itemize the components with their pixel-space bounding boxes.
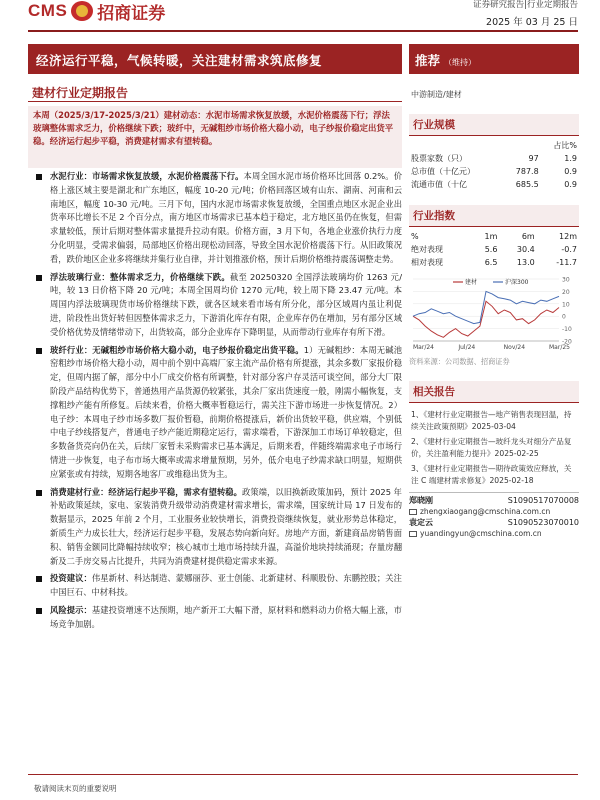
section-lead: 浮法玻璃行业：整体需求乏力，价格继续下跌。 bbox=[50, 271, 230, 282]
table-row bbox=[409, 165, 579, 178]
section-cement bbox=[28, 170, 402, 267]
author-name: 郑晓刚 bbox=[409, 496, 433, 505]
author-email[interactable]: yuandingyun@cmschina.com.cn bbox=[420, 529, 542, 538]
row-value: 97 bbox=[528, 154, 539, 163]
col-header: % bbox=[411, 232, 419, 241]
section-lead: 玻纤行业：无碱粗纱市场价格大稳小动，电子纱报价稳定出货平稳。 bbox=[50, 344, 304, 355]
related-list bbox=[409, 409, 579, 486]
row-value: 685.5 bbox=[515, 180, 539, 189]
y-tick-label: 30 bbox=[562, 276, 570, 284]
row-label: 绝对表现 bbox=[411, 245, 443, 254]
industry-label: 中游制造/建材 bbox=[411, 90, 462, 99]
table-row bbox=[409, 178, 579, 191]
report-date: 2025 年 03 月 25 日 bbox=[486, 17, 578, 28]
company-logo bbox=[28, 0, 165, 22]
x-tick-label: Nov/24 bbox=[503, 344, 526, 351]
bullet-icon bbox=[36, 174, 42, 180]
section-text: 1）无碱粗纱：本周无碱池窑粗纱市场价格大稳小动，周中前个别中高端厂家主流产品价格有所提涨，其余多数厂家报价稳定，但周内据了解，部分中小厂成交价格有所调整，针对部分客户存灵活可谈空间，部分大厂限阶段产品结构优势下，普通热用产品货源仍较紧张，其余厂家出货速度一般，刚需小幅恢复，支撑粗纱产能有所修复。后续来看，价格大概率暂稳运行，需关注下游市场进一步恢复情况。2）电子纱：本周电子纱市场多数厂报价暂稳，前期价格提涨后，新价出货较平稳，供应端，个别低中电子纱线搭复产，普通电子纱产能近期稳定运行，需求端看，下游深加工市场订单较稳定，但多数备货亮向仍在关，后续厂家暂未采购需求已基本满足，后期来看，伴随终端需求电子市场行情进一步恢复，电子布市场大概率或需求增量预期，另外，低介电电子纱需求缺口明显，短期供应紧张或有持续，短期各地客厂或维稳出货为主。 bbox=[50, 344, 403, 479]
section-lead: 消费建材行业：经济运行起步平稳，需求有望转稳。 bbox=[50, 486, 242, 497]
index-heading: 行业指数 bbox=[409, 205, 579, 227]
row-label: 股票家数（只） bbox=[411, 154, 467, 163]
bullet-icon bbox=[36, 490, 42, 496]
section-glass bbox=[28, 271, 402, 340]
share-header: 占比% bbox=[553, 141, 577, 150]
rating-sub: （维持） bbox=[444, 58, 477, 67]
x-tick-label: Mar/25 bbox=[549, 344, 570, 351]
section-lead: 风险提示： bbox=[50, 604, 92, 615]
footer-divider bbox=[28, 774, 578, 775]
section-text: 截至 20250320 全国浮法玻璃均价 1263 元/吨，较 13 日价格下降 20 元/吨；本周全国周均价 1270 元/吨，较上周下降 23.47 元/吨。本周国内浮法玻璃现货市场价格继续下跌，就各区域来看市场有所分化，部分区域周内虽让利促进，阶段性出货好转但因整体需求乏力，下游消化库存有限，企业库存仍在增加，另有部分区域受价格优势及情绪带动下，出货较高，部分企业库存下降明显，从而带动行业库存有所下滑。 bbox=[50, 271, 402, 337]
subtitle-divider bbox=[28, 101, 402, 102]
legend-label: 沪深300 bbox=[505, 279, 529, 286]
section-text: 伟星新材、科达制造、蒙娜丽莎、亚士创能、北新建材、科顺股份、东鹏控股；关注中国巨石、中材科技。 bbox=[50, 573, 402, 598]
summary-box: 本周（2025/3/17-2025/3/21）建材动态：水泥市场需求恢复放缓，水泥价格震荡下行；浮法玻璃整体需求乏力，价格继续下跌；玻纤中，无碱粗纱市场价格大稳小动，电子纱报价稳定出货平稳。经济运行起步平稳，消费建材需求有望转稳。 bbox=[28, 106, 402, 168]
mail-icon bbox=[409, 531, 417, 537]
author-id: S1090517070008 bbox=[507, 496, 579, 505]
series-line-csi300 bbox=[413, 291, 559, 323]
index-table bbox=[409, 230, 579, 269]
section-text: 政策端，以旧换新政策加码，预计 2025 年补贴政策延续，家电、家装消费升级带动消费建材需求增长，需求端，国家统计局 17 日发布的数据显示，2025 年前 2 个月，工业服务业较快增长，消费投资继续恢复，就业形势总体稳定，新质生产力成长壮大，经济运行起步平稳，发展态势向新向好。房地产方面，新建商品房销售面积、销售金额同比降幅持续收窄；核心城市土地市场持续升温，高溢价地块持续涌现；存量房翻新及二手房交易占比提升，共同为消费建材提供稳定需求来源。 bbox=[50, 486, 402, 566]
section-risk bbox=[28, 604, 402, 632]
table-row bbox=[409, 243, 579, 256]
section-investment-advice bbox=[28, 572, 402, 600]
cell: -11.7 bbox=[556, 258, 577, 267]
bullet-icon bbox=[36, 576, 42, 582]
legend-label: 建材 bbox=[465, 279, 478, 286]
logo-text-cn: 招商证券 bbox=[97, 3, 166, 24]
section-lead: 投资建议： bbox=[50, 573, 92, 584]
related-report[interactable]: 1、《建材行业定期报告—地产销售表现回温，持续关注政策预期》2025-03-04 bbox=[411, 410, 572, 431]
table-row bbox=[409, 256, 579, 269]
cell: 6.5 bbox=[484, 258, 498, 267]
section-text: 本周全国水泥市场价格环比回落 0.2%。价格上涨区域主要是湖北和广东地区，幅度 10-20 元/吨；价格回落区域有山东、湖南、河南和云南地区，幅度 10-30 元/吨。三月下旬，国内水泥市场需求恢复放缓，全国重点地区水泥企业出货率环比增长不足 2 个百分点，南方地区市场需求已基本趋于稳定，北方地区虽仍在恢复，但需求量较低，预计后期对整体需求量提升拉动有限。价格方面，3 月下旬，各地企业涨价执行力度分化明显，受需求偏弱，局部地区价格出现松动回落，导致全国水泥价格震荡下行。从旧政策况看，跌价地区企业多将继续并集行业自律，并计划推涨价格，预计后期价格维持震荡调整走势。 bbox=[50, 171, 402, 264]
col-header: 6m bbox=[521, 232, 535, 241]
author-row bbox=[409, 495, 579, 506]
series-line-building-materials bbox=[413, 301, 559, 337]
index-chart bbox=[409, 273, 579, 355]
cell: 30.4 bbox=[516, 245, 535, 254]
author-email-row bbox=[409, 528, 579, 539]
x-tick-label: Mar/24 bbox=[413, 344, 434, 351]
author-id: S1090523070010 bbox=[507, 518, 579, 527]
scale-table bbox=[409, 139, 579, 191]
section-text: 基建投资增速不达预期，地产新开工大幅下滑，原材料和燃料动力价格大幅上涨，市场竞争加剧。 bbox=[50, 604, 402, 629]
main-body bbox=[28, 170, 402, 632]
bullet-icon bbox=[36, 348, 42, 354]
related-heading: 相关报告 bbox=[409, 381, 579, 403]
logo-mark-icon bbox=[71, 1, 93, 21]
scale-heading: 行业规模 bbox=[409, 114, 579, 136]
cell: 5.6 bbox=[484, 245, 498, 254]
col-header: 12m bbox=[559, 232, 577, 241]
index-chart-svg bbox=[409, 273, 579, 355]
report-series: 证券研究报告|行业定期报告 bbox=[473, 0, 578, 10]
chart-source: 资料来源：公司数据、招商证券 bbox=[409, 357, 510, 366]
row-share: 1.9 bbox=[564, 154, 577, 163]
y-tick-label: 20 bbox=[562, 288, 570, 296]
author-email[interactable]: zhengxiaogang@cmschina.com.cn bbox=[420, 507, 551, 516]
page-header bbox=[0, 0, 600, 30]
footer-note: 敬请阅读末页的重要说明 bbox=[34, 784, 117, 793]
table-row bbox=[409, 230, 579, 243]
author-row bbox=[409, 517, 579, 528]
bullet-icon bbox=[36, 608, 42, 614]
table-row bbox=[409, 139, 579, 152]
author-name: 袁定云 bbox=[409, 518, 433, 527]
row-share: 0.9 bbox=[564, 167, 577, 176]
sidebar bbox=[409, 76, 579, 539]
rating-bar bbox=[409, 44, 579, 74]
row-value: 787.8 bbox=[515, 167, 539, 176]
row-label: 总市值（十亿元） bbox=[411, 167, 475, 176]
section-lead: 水泥行业：市场需求恢复放缓，水泥价格震荡下行。 bbox=[50, 171, 244, 181]
col-header: 1m bbox=[484, 232, 498, 241]
cell: -0.7 bbox=[561, 245, 577, 254]
y-tick-label: 10 bbox=[562, 301, 570, 309]
cell: 13.0 bbox=[516, 258, 535, 267]
table-row bbox=[409, 152, 579, 165]
header-right bbox=[473, 0, 578, 28]
related-report[interactable]: 3、《建材行业定期报告—期待政策效应释放，关注 C 端建材需求修复》2025-02-18 bbox=[411, 464, 572, 485]
row-share: 0.9 bbox=[564, 180, 577, 189]
logo-text-en: CMS bbox=[28, 1, 68, 20]
report-title: 经济运行平稳，气候转暖，关注建材需求筑底修复 bbox=[28, 44, 402, 74]
x-tick-label: Jul/24 bbox=[458, 344, 476, 351]
author-email-row bbox=[409, 506, 579, 517]
y-tick-label: -20 bbox=[562, 338, 572, 346]
y-tick-label: 0 bbox=[562, 313, 566, 321]
row-label: 相对表现 bbox=[411, 258, 443, 267]
mail-icon bbox=[409, 509, 417, 515]
rating-label: 推荐 bbox=[415, 53, 441, 68]
authors bbox=[409, 492, 579, 539]
section-consumer-materials bbox=[28, 486, 402, 569]
header-divider bbox=[28, 30, 578, 32]
y-tick-label: -10 bbox=[562, 326, 572, 334]
bullet-icon bbox=[36, 275, 42, 281]
report-type: 建材行业定期报告 bbox=[32, 86, 129, 100]
row-label: 流通市值（十亿 bbox=[411, 180, 467, 189]
section-fiberglass bbox=[28, 344, 402, 482]
related-report[interactable]: 2、《建材行业定期报告—玻纤龙头对细分产品复价，关注盈利能力提升》2025-02-25 bbox=[411, 437, 572, 458]
